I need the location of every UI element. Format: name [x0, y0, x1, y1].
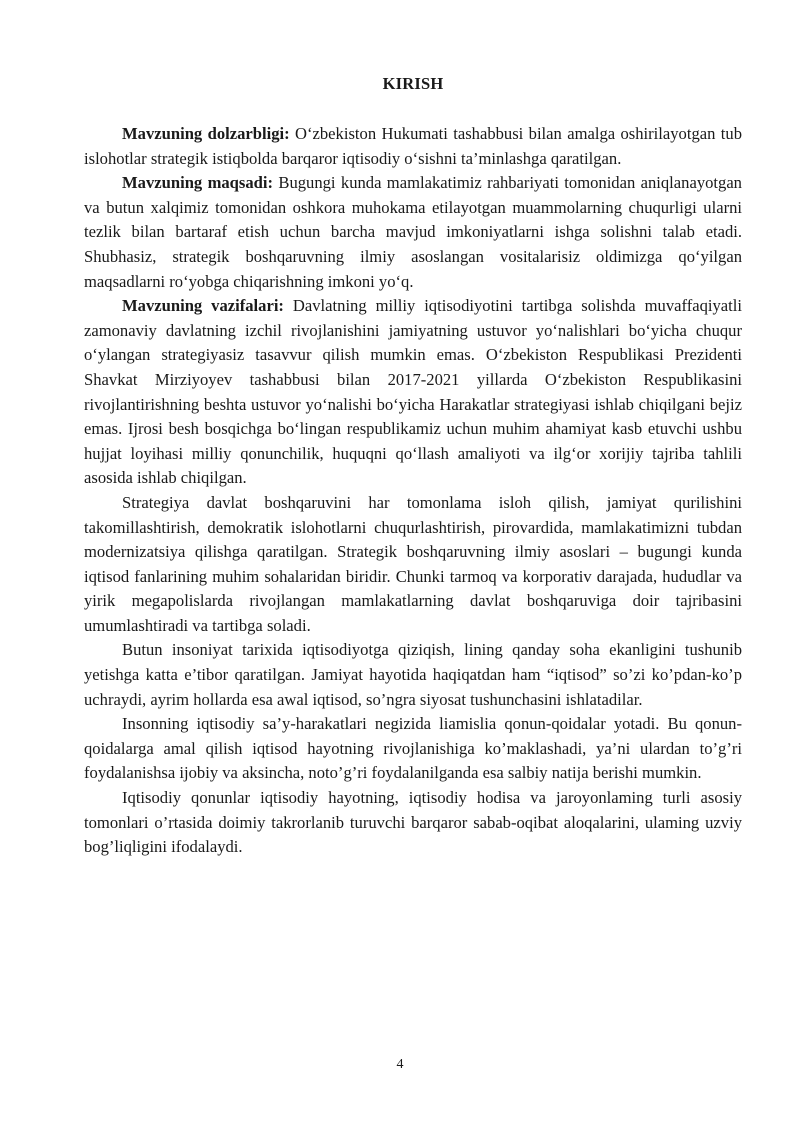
- paragraph-lead: Mavzuning maqsadi:: [122, 173, 274, 193]
- paragraph-relevance: [84, 122, 742, 171]
- paragraph-text: Strategiya davlat boshqaruvini har tomonlama isloh qilish, jamiyat qurilishini takomillashtirish, demokratik islohotlarni chuqurlashtirish, pirovardida, mamlakatimizni tubdan modernizatsiya qilishga qaratilgan. Strategik boshqaruvning ilmiy asoslari – bugungi kunda iqtisod fanlarining muhim sohalaridan biridir. Chunki tarmoq va korporativ darajada, hududlar va yirik megapolislarda rivojlangan mamlakatlarning davlat boshqaruviga doir tajribasini umumlashtiradi va tartibga soladi.: [84, 492, 742, 635]
- paragraph-purpose: [84, 171, 742, 294]
- paragraph-text: O‘zbekiston Hukumati tashabbusi bilan amalga oshirilayotgan tub islohotlar strategik istiqbolda barqaror iqtisodiy o‘sishni ta’minlashga qaratilgan.: [84, 124, 742, 168]
- paragraph-strategy: [84, 491, 742, 639]
- paragraph-text: Insonning iqtisodiy sa’y-harakatlari negizida liamislia qonun-qoidalar yotadi. Bu qonun-qoidalarga amal qilish iqtisod hayotning rivojlanishiga ko’maklashadi, ya’ni ulardan to’g’ri foydalanishsa ijobiy va aksincha, noto’g’ri foydalanilganda esa salbiy natija berishi mumkin.: [84, 714, 742, 783]
- paragraph-laws: [84, 712, 742, 786]
- page-title: KIRISH: [382, 74, 444, 93]
- paragraph-text: Iqtisodiy qonunlar iqtisodiy hayotning, iqtisodiy hodisa va jaroyonlaming turli asosiy tomonlari o’rtasida doimiy takrorlanib turuvchi barqaror sabab-oqibat aloqalarini, ulaming uzviy bog’liqligini ifodalaydi.: [84, 788, 742, 857]
- paragraph-text: Davlatning milliy iqtisodiyotini tartibga solishda muvaffaqiyatli zamonaviy davlatning izchil rivojlanishini jamiyatning ustuvor yo‘nalishlari bo‘yicha chuqur o‘ylangan strategiyasiz tasavvur qilish mumkin emas. O‘zbekiston Respublikasi Prezidenti Shavkat Mirziyoyev tashabbusi bilan 2017-2021 yillarda O‘zbekiston Respublikasini rivojlantirishning beshta ustuvor yo‘nalishi bo‘yicha Harakatlar strategiyasi ishlab chiqilgani bejiz emas. Ijrosi besh bosqichga bo‘lingan respublikamiz uchun muhim ahamiyat kasb etuvchi ushbu hujjat loyihasi milliy qonunchilik, huquqni qo‘llash amaliyoti va ilg‘or xorijiy tajriba tahlili asosida ishlab chiqilgan.: [84, 296, 742, 488]
- document-page: [84, 72, 742, 860]
- paragraph-history: [84, 638, 742, 712]
- paragraph-text: Bugungi kunda mamlakatimiz rahbariyati tomonidan aniqlanayotgan va butun xalqimiz tomonidan oshkora muhokama etilayotgan muammolarning chuqurligi ularni tezlik bilan bartaraf etish uchun barcha mavjud imkoniyatlarni ishga solishni talab etadi. Shubhasiz, strategik boshqaruvning ilmiy asoslangan vositalarisiz oldimizga qo‘yilgan maqsadlarni ro‘yobga chiqarishning imkoni yo‘q.: [84, 173, 742, 291]
- paragraph-tasks: [84, 294, 742, 491]
- page-number: 4: [396, 1057, 404, 1072]
- paragraph-lead: Mavzuning vazifalari:: [122, 296, 284, 316]
- paragraph-economic-laws: [84, 786, 742, 860]
- paragraph-lead: Mavzuning dolzarbligi:: [122, 124, 290, 143]
- paragraph-text: Butun insoniyat tarixida iqtisodiyotga qiziqish, lining qanday soha ekanligini tushunib yetishga katta e’tibor qaratilgan. Jamiyat hayotida haqiqatdan ham “iqtisod” so’zi ko’pdan-ko’p uchraydi, ayrim hollarda esa awal iqtisod, so’ngra siyosat tushunchasini ishlatadilar.: [84, 640, 742, 709]
